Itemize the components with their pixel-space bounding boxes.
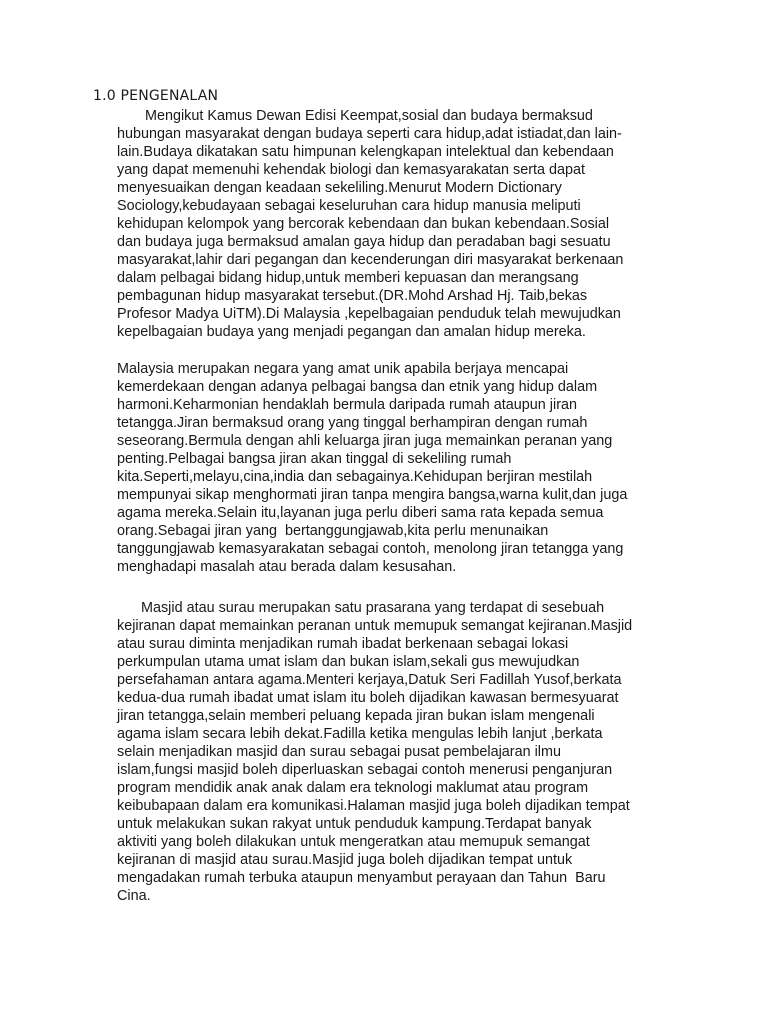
text-line: kedua-dua rumah ibadat umat islam itu boleh dijadikan kawasan bermesyuarat [117, 690, 619, 706]
text-line: harmoni.Keharmonian hendaklah bermula daripada rumah ataupun jiran [117, 397, 577, 413]
text-line: menghadapi masalah atau berada dalam kesusahan. [117, 559, 457, 575]
text-line: aktiviti yang boleh dilakukan untuk mengeratkan atau memupuk semangat [117, 834, 590, 850]
text-line: orang.Sebagai jiran yang bertanggungjawab,kita perlu menunaikan [117, 523, 549, 539]
text-line: dalam pelbagai bidang hidup,untuk memberi kepuasan dan merangsang [117, 270, 579, 286]
text-line: mengadakan rumah terbuka ataupun menyambut perayaan dan Tahun Baru [117, 870, 606, 886]
text-line: kejiranan dapat memainkan peranan untuk memupuk semangat kejiranan.Masjid [117, 618, 633, 634]
text-line: kemerdekaan dengan adanya pelbagai bangsa dan etnik yang hidup dalam [117, 379, 598, 395]
text-line: agama mereka.Selain itu,layanan juga perlu diberi sama rata kepada semua [117, 505, 604, 521]
text-line: penting.Pelbagai bangsa jiran akan tinggal di sekeliling rumah [117, 451, 512, 467]
text-line: hubungan masyarakat dengan budaya seperti cara hidup,adat istiadat,dan lain- [117, 126, 622, 142]
text-line: mempunyai sikap menghormati jiran tanpa mengira bangsa,warna kulit,dan juga [117, 487, 628, 503]
text-line: Cina. [117, 888, 151, 904]
text-line: perkumpulan utama umat islam dan bukan islam,sekali gus mewujudkan [117, 654, 580, 670]
text-line: pembagunan hidup masyarakat tersebut.(DR.Mohd Arshad Hj. Taib,bekas [117, 288, 588, 304]
text-line: persefahaman antara agama.Menteri kerjaya,Datuk Seri Fadillah Yusof,berkata [117, 672, 622, 688]
text-line: kepelbagaian budaya yang menjadi pegangan dan amalan hidup mereka. [117, 324, 586, 340]
text-line: Sociology,kebudayaan sebagai keseluruhan cara hidup manusia meliputi [117, 198, 581, 214]
paragraph-3 [117, 599, 632, 905]
text-line: keibubapaan dalam era komunikasi.Halaman masjid juga boleh dijadikan tempat [117, 798, 630, 814]
text-line: yang dapat memenuhi kehendak biologi dan kemasyarakatan serta dapat [117, 162, 586, 178]
text-line: lain.Budaya dikatakan satu himpunan kelengkapan intelektual dan kebendaan [117, 144, 614, 160]
text-line: menyesuaikan dengan keadaan sekeliling.Menurut Modern Dictionary [117, 180, 562, 196]
text-line: jiran tetangga,selain memberi peluang kepada jiran bukan islam mengenali [117, 708, 595, 724]
text-line: Malaysia merupakan negara yang amat unik apabila berjaya mencapai [117, 361, 569, 377]
text-line: kita.Seperti,melayu,cina,india dan sebagainya.Kehidupan berjiran mestilah [117, 469, 593, 485]
text-line: Masjid atau surau merupakan satu prasarana yang terdapat di sesebuah [117, 600, 605, 616]
text-line: agama islam secara lebih dekat.Fadilla ketika mengulas lebih lanjut ,berkata [117, 726, 603, 742]
text-line: Profesor Madya UiTM).Di Malaysia ,kepelbagaian penduduk telah mewujudkan [117, 306, 621, 322]
text-line: atau surau diminta menjadikan rumah ibadat berkenaan sebagai lokasi [117, 636, 569, 652]
text-line: selain menjadikan masjid dan surau sebagai pusat pembelajaran ilmu [117, 744, 561, 760]
text-line: tanggungjawab kemasyarakatan sebagai contoh, menolong jiran tetangga yang [117, 541, 624, 557]
text-line: dan budaya juga bermaksud amalan gaya hidup dan peradaban bagi sesuatu [117, 234, 611, 250]
text-line: seseorang.Bermula dengan ahli keluarga jiran juga memainkan peranan yang [117, 433, 613, 449]
text-line: program mendidik anak anak dalam era teknologi maklumat atau program [117, 780, 589, 796]
paragraph-1 [117, 107, 623, 341]
text-line: kejiranan di masjid atau surau.Masjid juga boleh dijadikan tempat untuk [117, 852, 573, 868]
text-line: tetangga.Jiran bermaksud orang yang tinggal berhampiran dengan rumah [117, 415, 588, 431]
text-line: Mengikut Kamus Dewan Edisi Keempat,sosial dan budaya bermaksud [117, 108, 593, 124]
text-line: untuk melakukan sukan rakyat untuk penduduk kampung.Terdapat banyak [117, 816, 592, 832]
section-heading: 1.0 PENGENALAN [93, 88, 219, 104]
paragraph-2 [117, 360, 627, 576]
text-line: kehidupan kelompok yang bercorak kebendaan dan bukan kebendaan.Sosial [117, 216, 610, 232]
text-line: masyarakat,lahir dari pegangan dan kecenderungan diri masyarakat berkenaan [117, 252, 624, 268]
text-line: islam,fungsi masjid boleh diperluaskan sebagai contoh menerusi penganjuran [117, 762, 613, 778]
